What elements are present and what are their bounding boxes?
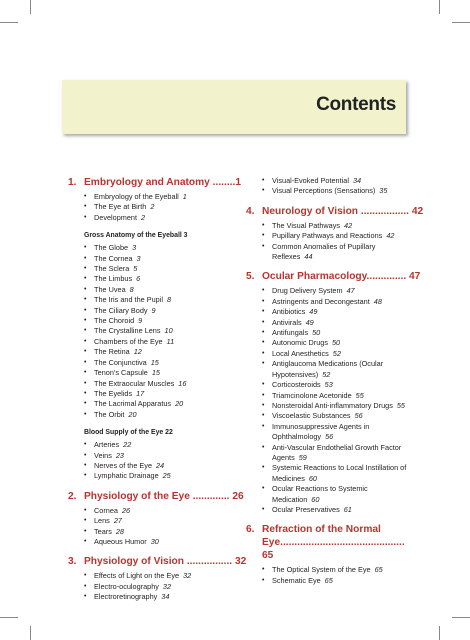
bullet-icon: • xyxy=(84,441,87,449)
page-number: 11 xyxy=(166,336,175,346)
topic-title: Schematic Eye xyxy=(272,575,321,585)
topic-title: Anti-Vascular Endothelial Growth Factor Agents xyxy=(272,442,402,462)
topic-title: Common Anomalies of Pupillary Reflexes xyxy=(272,241,376,262)
chapter-title: Ocular Pharmacology.............. 47 xyxy=(262,271,421,283)
page-number: 2 xyxy=(141,212,146,222)
spacer xyxy=(68,482,240,490)
topic-title: Local Anesthetics xyxy=(272,348,329,358)
topic-title: Electroretinography xyxy=(94,592,158,602)
bullet-icon: • xyxy=(262,566,265,574)
bullet-icon: • xyxy=(84,213,87,221)
topic-title: Cornea xyxy=(94,505,118,515)
page-number: 6 xyxy=(136,274,141,284)
chapter-number: 5. xyxy=(246,271,255,283)
bullet-icon: • xyxy=(84,203,87,211)
topic-title: Visual-Evoked Potential xyxy=(272,176,349,185)
topic-item[interactable] xyxy=(262,242,410,263)
page-number: 3 xyxy=(136,253,141,263)
page-number: 56 xyxy=(325,432,334,442)
contents-banner xyxy=(62,80,406,134)
bullet-icon: • xyxy=(262,401,265,409)
topic-item[interactable] xyxy=(84,506,240,516)
topic-title: The Globe xyxy=(94,243,129,253)
topic-title: Pupillary Pathways and Reactions xyxy=(272,231,383,241)
spacer xyxy=(246,515,410,523)
topic-item[interactable] xyxy=(84,399,240,409)
chapter-heading[interactable] xyxy=(68,555,247,568)
topic-title: Astringents and Decongestant xyxy=(272,296,370,306)
bullet-icon: • xyxy=(84,337,87,345)
page-number: 17 xyxy=(136,388,145,398)
toc-column-right xyxy=(246,176,424,586)
bullet-icon: • xyxy=(84,244,87,252)
topic-title: Tenon’s Capsule xyxy=(94,368,148,378)
topic-item[interactable] xyxy=(84,379,240,389)
page-number: 34 xyxy=(161,592,170,602)
page-number: 22 xyxy=(123,440,132,450)
topic-item[interactable] xyxy=(262,349,410,359)
topic-title: Viscoelastic Substances xyxy=(272,411,351,421)
topic-title: Antivirals xyxy=(272,317,302,327)
topic-title: Lens xyxy=(94,516,110,526)
topic-item[interactable] xyxy=(262,391,410,401)
topic-title: The Conjunctiva xyxy=(94,357,147,367)
bullet-icon: • xyxy=(262,339,265,347)
spacer xyxy=(246,197,410,205)
page-number: 34 xyxy=(352,176,362,185)
topic-title: The Uvea xyxy=(94,284,126,294)
topic-list xyxy=(246,286,410,515)
page-number: 55 xyxy=(355,390,364,400)
chapter-number: 2. xyxy=(68,490,77,502)
page-number: 24 xyxy=(156,460,165,470)
subsection-heading[interactable]: Gross Anatomy of the Eyeball 3 xyxy=(84,232,188,240)
bullet-icon: • xyxy=(262,412,265,420)
topic-title: The Ciliary Body xyxy=(94,305,148,315)
page-number: 5 xyxy=(133,264,138,274)
crop-mark xyxy=(452,22,470,23)
topic-title: The Sclera xyxy=(94,264,130,274)
topic-item[interactable] xyxy=(84,358,240,368)
page-number: 42 xyxy=(386,231,395,241)
topic-title: The Eye at Birth xyxy=(94,202,147,212)
bullet-icon: • xyxy=(262,391,265,399)
topic-item[interactable] xyxy=(262,338,410,348)
bullet-icon: • xyxy=(84,506,87,514)
topic-item[interactable] xyxy=(262,463,410,484)
chapter-number: 1. xyxy=(68,177,77,188)
page-number: 27 xyxy=(113,516,122,526)
topic-title: The Extraocular Muscles xyxy=(94,378,175,388)
page-number: 10 xyxy=(164,326,173,336)
bullet-icon: • xyxy=(262,485,265,493)
page-number: 65 xyxy=(324,575,333,585)
topic-list xyxy=(68,192,240,223)
crop-mark xyxy=(439,626,440,640)
bullet-icon: • xyxy=(84,527,87,535)
topic-title: Chambers of the Eye xyxy=(94,336,163,346)
topic-title: Nonsteroidal Anti-inflammatory Drugs xyxy=(272,400,393,410)
topic-item[interactable] xyxy=(262,565,410,575)
topic-item[interactable] xyxy=(262,380,410,390)
topic-title: The Visual Pathways xyxy=(272,220,341,230)
topic-item[interactable] xyxy=(84,347,240,357)
bullet-icon: • xyxy=(84,254,87,262)
page-number: 26 xyxy=(121,505,131,515)
topic-list xyxy=(68,440,240,482)
topic-item[interactable] xyxy=(262,576,410,586)
topic-item[interactable] xyxy=(84,440,240,450)
topic-item[interactable] xyxy=(84,461,240,471)
chapter-heading[interactable] xyxy=(68,490,244,503)
bullet-icon: • xyxy=(262,422,265,430)
topic-item[interactable] xyxy=(262,176,410,186)
bullet-icon: • xyxy=(84,379,87,387)
page-number: 49 xyxy=(309,307,318,317)
chapter-heading[interactable] xyxy=(246,523,410,562)
bullet-icon: • xyxy=(262,349,265,357)
bullet-icon: • xyxy=(262,505,265,513)
bullet-icon: • xyxy=(84,265,87,273)
page-number: 8 xyxy=(129,284,134,294)
topic-title: The Crystalline Lens xyxy=(94,326,161,336)
chapter-heading[interactable] xyxy=(246,205,424,218)
page-number: 9 xyxy=(151,305,156,315)
topic-title: Tears xyxy=(94,526,112,536)
topic-title: The Orbit xyxy=(94,409,125,419)
page-number: 23 xyxy=(115,450,124,460)
bullet-icon: • xyxy=(84,285,87,293)
topic-title: Electro-oculography xyxy=(94,581,159,591)
page-number: 20 xyxy=(128,409,137,419)
page-number: 47 xyxy=(346,286,355,296)
topic-title: Aqueous Humor xyxy=(94,536,147,546)
topic-item[interactable] xyxy=(84,316,240,326)
topic-item[interactable] xyxy=(84,213,240,223)
topic-item[interactable] xyxy=(84,306,240,316)
topic-item[interactable] xyxy=(84,389,240,399)
topic-title: Ocular Reactions to Systemic Medication xyxy=(272,484,368,504)
page-number: 8 xyxy=(166,295,172,305)
topic-item[interactable] xyxy=(262,318,410,328)
bullet-icon: • xyxy=(262,443,265,451)
crop-mark xyxy=(452,617,470,618)
topic-title: Embryology of the Eyeball xyxy=(94,192,179,201)
bullet-icon: • xyxy=(262,297,265,305)
topic-title: Corticosteroids xyxy=(272,380,321,390)
spacer xyxy=(68,547,240,555)
topic-item[interactable] xyxy=(262,186,410,196)
crop-mark xyxy=(30,0,31,14)
topic-title: Lymphatic Drainage xyxy=(94,471,159,481)
page-number: 32 xyxy=(162,581,172,591)
bullet-icon: • xyxy=(262,381,265,389)
bullet-icon: • xyxy=(262,329,265,337)
page-number: 49 xyxy=(305,317,314,327)
page-number: 48 xyxy=(373,296,382,306)
page-number: 2 xyxy=(150,202,155,212)
chapter-title: Refraction of the Normal xyxy=(262,524,381,536)
topic-title: Antifungals xyxy=(272,328,309,338)
page-number: 59 xyxy=(298,452,307,462)
topic-item[interactable] xyxy=(84,192,240,202)
topic-item[interactable] xyxy=(84,368,240,378)
page-number: 61 xyxy=(343,504,352,514)
page-number: 50 xyxy=(331,338,341,348)
bullet-icon: • xyxy=(84,193,87,200)
chapter-heading[interactable] xyxy=(246,270,421,283)
topic-item[interactable] xyxy=(84,285,240,295)
topic-item[interactable] xyxy=(84,410,240,420)
page-number: 12 xyxy=(133,347,142,357)
topic-item[interactable] xyxy=(84,295,240,305)
page-number: 16 xyxy=(178,378,187,388)
bullet-icon: • xyxy=(84,389,87,397)
bullet-icon: • xyxy=(84,461,87,469)
topic-item[interactable] xyxy=(84,592,240,602)
page-number: 9 xyxy=(138,316,143,326)
topic-item[interactable] xyxy=(262,221,410,231)
chapter-heading[interactable] xyxy=(68,176,240,189)
page-number: 50 xyxy=(312,328,321,338)
page-number: 28 xyxy=(115,526,124,536)
spacer xyxy=(246,262,410,270)
bullet-icon: • xyxy=(84,275,87,283)
chapter-number: 6. xyxy=(246,524,255,536)
bullet-icon: • xyxy=(84,582,87,590)
topic-item[interactable] xyxy=(262,401,410,411)
topic-title: Ocular Preservatives xyxy=(272,504,340,514)
topic-item[interactable] xyxy=(84,471,240,481)
topic-title: Veins xyxy=(94,450,112,460)
chapter-title: Embryology and Anatomy ........1 xyxy=(84,177,241,188)
topic-item[interactable] xyxy=(84,326,240,336)
page-number: 42 xyxy=(344,220,353,230)
topic-item[interactable] xyxy=(262,505,410,515)
bullet-icon: • xyxy=(262,360,265,368)
topic-title: The Retina xyxy=(94,347,130,357)
topic-list xyxy=(246,565,410,586)
bullet-icon: • xyxy=(84,317,87,325)
topic-list xyxy=(68,571,240,602)
bullet-icon: • xyxy=(262,576,265,584)
topic-list xyxy=(68,506,240,548)
topic-title: Visual Perceptions (Sensations) xyxy=(272,186,376,196)
bullet-icon: • xyxy=(84,517,87,525)
topic-item[interactable] xyxy=(84,571,240,581)
topic-list xyxy=(246,176,410,197)
bullet-icon: • xyxy=(262,287,265,295)
topic-item[interactable] xyxy=(84,254,240,264)
topic-item[interactable] xyxy=(262,297,410,307)
chapter-title: Physiology of the Eye ............. 26 xyxy=(84,490,244,502)
topic-title: Systemic Reactions to Local Instillation of Medicines xyxy=(272,463,407,483)
topic-item[interactable] xyxy=(262,328,410,338)
topic-item[interactable] xyxy=(84,516,240,526)
topic-item[interactable] xyxy=(262,443,410,464)
topic-item[interactable] xyxy=(84,451,240,461)
chapter-title: Neurology of Vision ................. 42 xyxy=(262,205,424,217)
bullet-icon: • xyxy=(84,296,87,304)
topic-title: Triamcinolone Acetonide xyxy=(272,390,352,400)
page-number: 55 xyxy=(396,400,405,410)
topic-title: Effects of Light on the Eye xyxy=(94,571,180,581)
page-number: 25 xyxy=(162,471,171,481)
topic-title: Autonomic Drugs xyxy=(272,338,328,348)
bullet-icon: • xyxy=(262,177,265,184)
page-number: 60 xyxy=(311,494,320,504)
bullet-icon: • xyxy=(262,242,265,250)
bullet-icon: • xyxy=(84,348,87,356)
topic-title: Drug Delivery System xyxy=(272,286,343,296)
topic-item[interactable] xyxy=(84,527,240,537)
page-number: 30 xyxy=(150,536,159,546)
topic-title: Development xyxy=(94,212,137,222)
topic-item[interactable] xyxy=(84,202,240,212)
bullet-icon: • xyxy=(262,318,265,326)
page-number: 44 xyxy=(304,252,313,262)
page-number: 60 xyxy=(308,473,317,483)
topic-item[interactable] xyxy=(84,243,240,253)
topic-title: The Cornea xyxy=(94,253,133,263)
bullet-icon: • xyxy=(84,306,87,314)
topic-item[interactable] xyxy=(262,484,410,505)
topic-item[interactable] xyxy=(262,411,410,421)
bullet-icon: • xyxy=(84,358,87,366)
topic-title: Immunosuppressive Agents in Ophthalmology xyxy=(272,421,370,442)
topic-item[interactable] xyxy=(262,359,410,380)
topic-title: The Lacrimal Apparatus xyxy=(94,399,172,409)
crop-mark xyxy=(30,626,31,640)
chapter-title-continued: Eye............................................ 65 xyxy=(262,537,405,562)
topic-list xyxy=(246,221,410,263)
bullet-icon: • xyxy=(262,187,265,195)
chapter-number: 4. xyxy=(246,205,255,217)
page-number: 65 xyxy=(374,565,383,575)
page-number: 52 xyxy=(322,369,331,379)
topic-title: Nerves of the Eye xyxy=(94,460,152,470)
page-number: 52 xyxy=(332,348,341,358)
topic-title: The Iris and the Pupil xyxy=(94,295,163,305)
topic-item[interactable] xyxy=(84,264,240,274)
crop-mark xyxy=(0,22,18,23)
bullet-icon: • xyxy=(84,451,87,459)
topic-item[interactable] xyxy=(84,337,240,347)
bullet-icon: • xyxy=(84,593,87,601)
page-number: 1 xyxy=(182,192,187,201)
topic-title: The Optical System of the Eye xyxy=(272,565,371,575)
topic-item[interactable] xyxy=(262,231,410,241)
topic-item[interactable] xyxy=(84,537,240,547)
bullet-icon: • xyxy=(262,232,265,240)
page-title: Contents xyxy=(316,94,396,115)
bullet-icon: • xyxy=(84,327,87,335)
topic-item[interactable] xyxy=(84,582,240,592)
page-number: 56 xyxy=(354,411,363,421)
bullet-icon: • xyxy=(84,400,87,408)
page-number: 15 xyxy=(150,357,159,367)
topic-list xyxy=(68,243,240,420)
crop-mark xyxy=(439,0,440,14)
crop-mark xyxy=(0,617,18,618)
bullet-icon: • xyxy=(262,464,265,472)
page-number: 20 xyxy=(175,399,184,409)
chapter-title: Physiology of Vision ................ 32 xyxy=(84,556,247,568)
bullet-icon: • xyxy=(262,221,265,229)
bullet-icon: • xyxy=(84,537,87,545)
page-number: 15 xyxy=(151,368,160,378)
page-number: 32 xyxy=(183,571,192,581)
chapter-number: 3. xyxy=(68,556,77,568)
bullet-icon: • xyxy=(262,308,265,316)
page-number: 3 xyxy=(132,243,137,253)
topic-item[interactable] xyxy=(262,307,410,317)
topic-item[interactable] xyxy=(262,422,410,443)
page-number: 53 xyxy=(324,380,333,390)
topic-title: The Eyelids xyxy=(94,388,133,398)
topic-item[interactable] xyxy=(262,286,410,296)
toc-column-left xyxy=(68,176,247,603)
topic-title: Arteries xyxy=(94,440,120,450)
topic-title: The Choroid xyxy=(94,316,135,326)
bullet-icon: • xyxy=(84,472,87,480)
page-number: 35 xyxy=(379,186,388,196)
topic-title: The Limbus xyxy=(94,274,133,284)
topic-title: Antiglaucoma Medications (Ocular Hypotensives) xyxy=(272,359,384,379)
topic-item[interactable] xyxy=(84,274,240,284)
topic-title: Antibiotics xyxy=(272,307,306,317)
bullet-icon: • xyxy=(84,410,87,418)
bullet-icon: • xyxy=(84,369,87,377)
subsection-heading[interactable]: Blood Supply of the Eye 22 xyxy=(84,429,173,437)
bullet-icon: • xyxy=(84,572,87,580)
